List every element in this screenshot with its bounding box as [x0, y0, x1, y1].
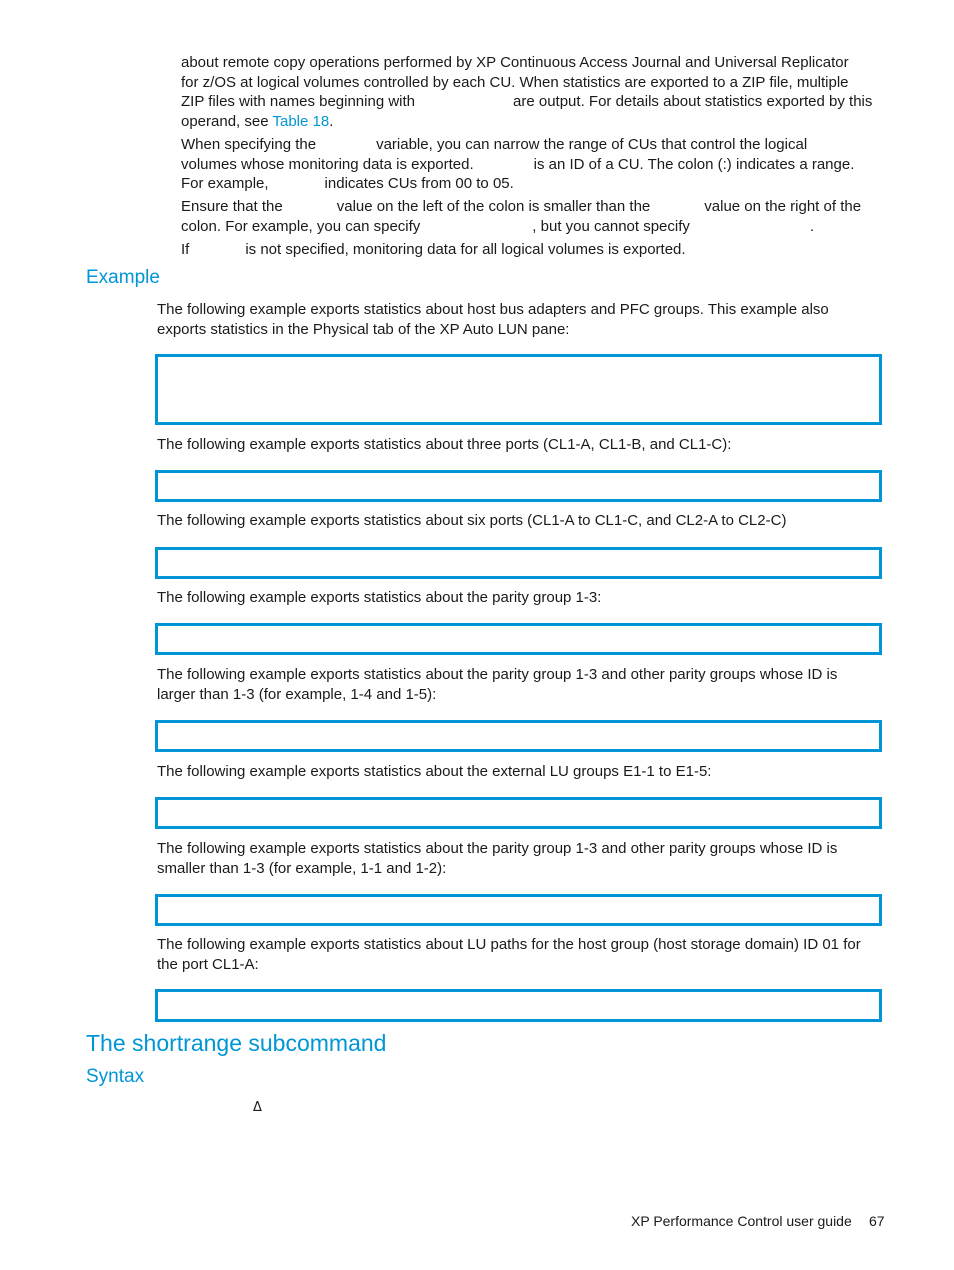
example-line: The following example exports statistics about LU paths for the host group (host storage domain) ID 01 for [157, 936, 861, 953]
example-description [157, 435, 887, 455]
example-line: The following example exports statistics about the parity group 1-3 and other parity groups whose ID is [157, 840, 838, 857]
intro-paragraph-3 [181, 197, 886, 236]
intro-line: about remote copy operations performed by XP Continuous Access Journal and Universal Replicator [181, 54, 849, 71]
code-box [155, 894, 882, 926]
intro-line [181, 174, 886, 194]
text-span: If [181, 241, 190, 258]
example-line: The following example exports statistics about the parity group 1-3: [157, 589, 602, 606]
text-span: is an ID of a CU. The colon (:) indicates a range. [533, 155, 855, 173]
intro-line [181, 92, 886, 112]
text-span: . [809, 217, 815, 235]
text-span: , but you cannot specify [532, 217, 690, 235]
text-span: volumes whose monitoring data is exported. [181, 155, 474, 173]
example-description [157, 588, 887, 608]
example-line: The following example exports statistics about the external LU groups E1-1 to E1-5: [157, 763, 712, 780]
intro-line [181, 197, 886, 217]
example-line: smaller than 1-3 (for example, 1-1 and 1-2): [157, 859, 447, 877]
code-box [155, 354, 882, 425]
footer-title: XP Performance Control user guide [631, 1213, 852, 1229]
example-line: The following example exports statistics about the parity group 1-3 and other parity groups whose ID is [157, 666, 838, 683]
syntax-heading: Syntax [86, 1066, 145, 1087]
intro-paragraph-4 [181, 240, 886, 260]
text-span: operand, see [181, 112, 269, 130]
code-box [155, 470, 882, 502]
example-description [157, 935, 887, 974]
example-line: exports statistics in the Physical tab of the XP Auto LUN pane: [157, 320, 570, 338]
text-span: colon. For example, you can specify [181, 217, 421, 235]
text-span: value on the right of the [704, 198, 862, 215]
example-line: the port CL1-A: [157, 955, 259, 973]
code-box [155, 989, 882, 1022]
example-line: larger than 1-3 (for example, 1-4 and 1-5): [157, 685, 437, 703]
code-box [155, 720, 882, 752]
code-box [155, 797, 882, 829]
text-span: For example, [181, 175, 269, 192]
delta-symbol: Δ [253, 1100, 262, 1115]
intro-line [181, 135, 886, 155]
section-heading: The shortrange subcommand [86, 1030, 387, 1056]
intro-paragraph-2 [181, 135, 886, 194]
example-description [157, 762, 887, 782]
text-span: . [329, 112, 334, 130]
example-description [157, 665, 887, 704]
text-span: Ensure that the [181, 198, 283, 215]
intro-line: for z/OS at logical volumes controlled by each CU. When statistics are exported to a ZIP file, multiple [181, 73, 849, 91]
example-line: The following example exports statistics about six ports (CL1-A to CL1-C, and CL2-A to CL2-C) [157, 512, 787, 529]
intro-line [181, 155, 886, 175]
text-span: is not specified, monitoring data for all logical volumes is exported. [245, 241, 686, 258]
text-span: indicates CUs from 00 to 05. [324, 175, 514, 192]
intro-paragraph-1 [181, 53, 886, 131]
text-span: When specifying the [181, 136, 317, 153]
text-span: value on the left of the colon is smaller than the [336, 198, 651, 215]
example-description [157, 300, 887, 339]
text-span: variable, you can narrow the range of CUs that control the logical [376, 136, 808, 153]
code-box [155, 547, 882, 579]
intro-line [181, 217, 886, 237]
page-number: 67 [869, 1213, 885, 1229]
example-description [157, 511, 887, 531]
example-heading: Example [86, 267, 160, 288]
code-box [155, 623, 882, 655]
example-description [157, 839, 887, 878]
text-span: are output. For details about statistics exported by this [513, 93, 873, 110]
intro-line [181, 112, 886, 132]
text-span: ZIP files with names beginning with [181, 93, 416, 110]
table-18-link[interactable]: Table 18 [272, 112, 330, 130]
example-line: The following example exports statistics about host bus adapters and PFC groups. This example also [157, 301, 829, 318]
example-line: The following example exports statistics about three ports (CL1-A, CL1-B, and CL1-C): [157, 436, 732, 453]
